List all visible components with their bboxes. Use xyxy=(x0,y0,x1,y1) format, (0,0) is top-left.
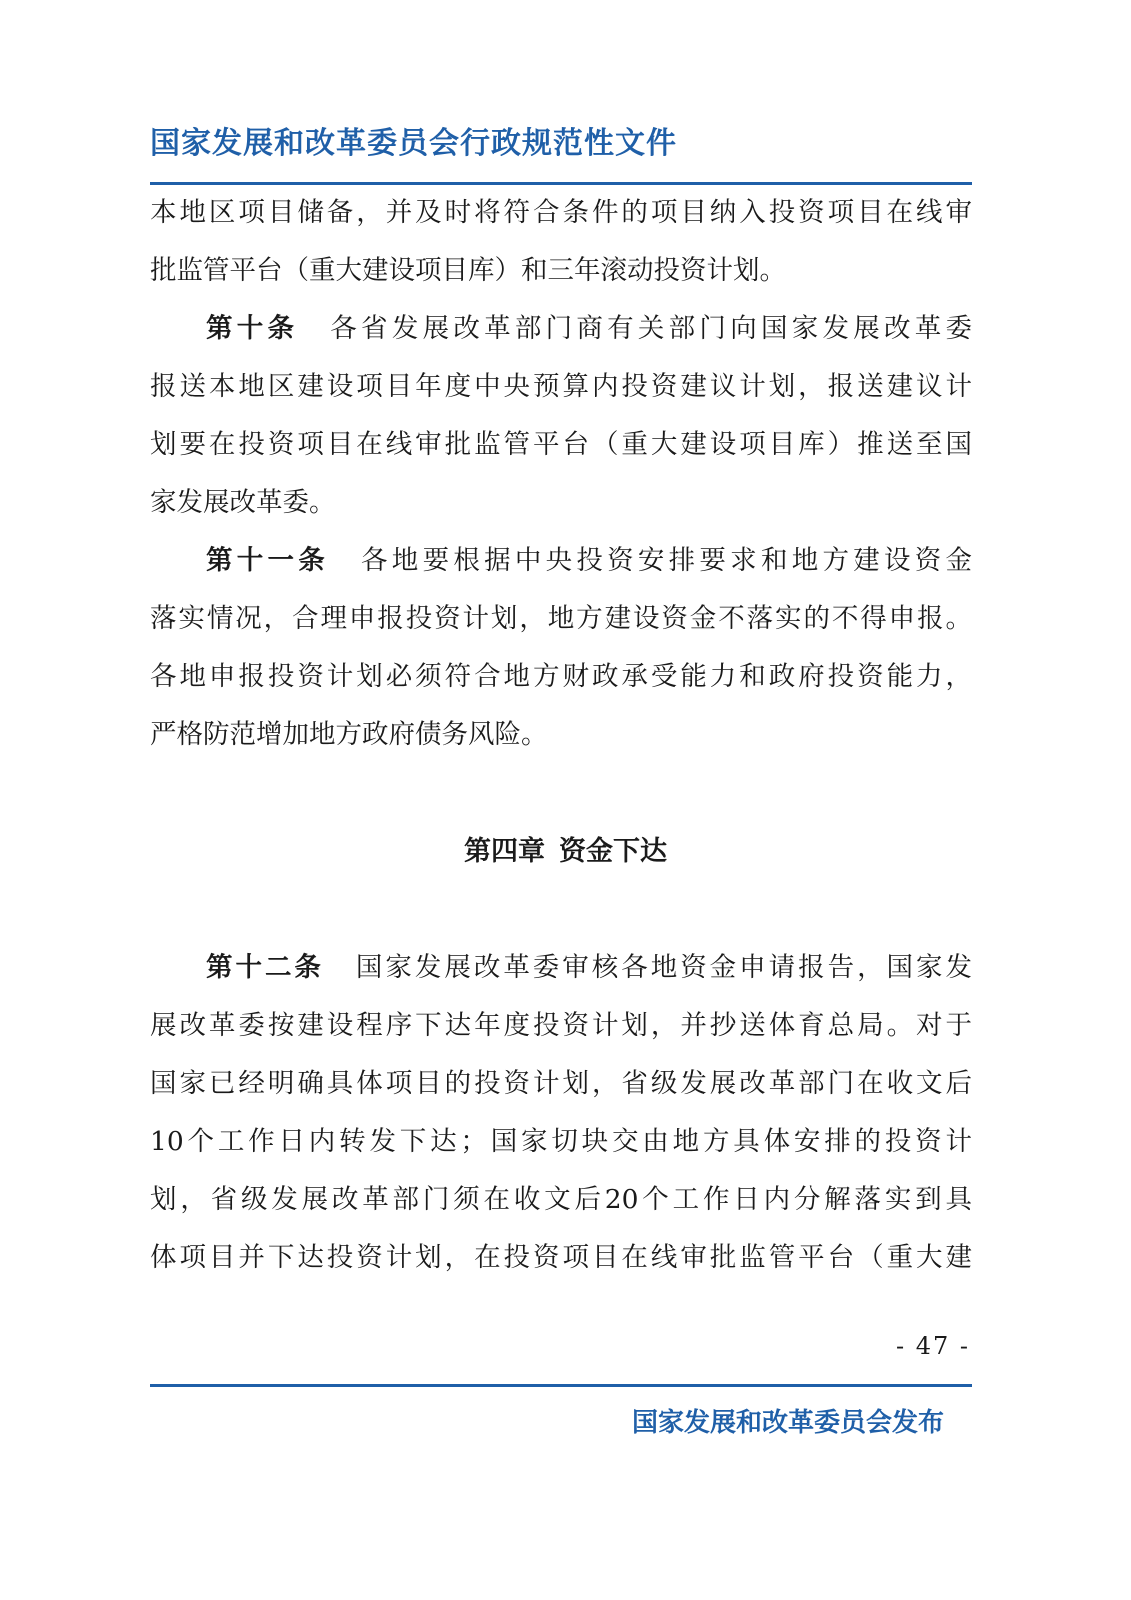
footer-divider xyxy=(150,1384,972,1387)
page-number: - 47 - xyxy=(895,1332,970,1360)
body-line: 各地申报投资计划必须符合地方财政承受能力和政府投资能力， xyxy=(150,661,972,692)
page-header-title: 国家发展和改革委员会行政规范性文件 xyxy=(150,126,677,161)
body-line: 10个工作日内转发下达；国家切块交由地方具体安排的投资计 xyxy=(150,1126,972,1157)
body-line: 家发展改革委。 xyxy=(150,487,336,518)
body-line: 落实情况，合理申报投资计划，地方建设资金不落实的不得申报。 xyxy=(150,603,972,634)
body-line: 本地区项目储备，并及时将符合条件的项目纳入投资项目在线审 xyxy=(150,197,972,228)
article-12-first-line xyxy=(206,948,972,988)
body-line: 体项目并下达投资计划，在投资项目在线审批监管平台（重大建 xyxy=(150,1242,972,1273)
article-12-heading: 第十二条 xyxy=(206,952,324,983)
body-line: 严格防范增加地方政府债务风险。 xyxy=(150,719,548,750)
footer-publisher: 国家发展和改革委员会发布 xyxy=(632,1408,945,1438)
header-divider xyxy=(150,182,972,185)
chapter-heading xyxy=(0,832,1131,872)
article-10-heading: 第十条 xyxy=(206,313,299,344)
chapter-title: 资金下达 xyxy=(559,836,667,867)
body-line: 划，省级发展改革部门须在收文后20个工作日内分解落实到具 xyxy=(150,1184,972,1215)
body-line: 划要在投资项目在线审批监管平台（重大建设项目库）推送至国 xyxy=(150,429,972,460)
body-line: 各地要根据中央投资安排要求和地方建设资金 xyxy=(361,545,973,576)
body-line: 国家发展改革委审核各地资金申请报告，国家发 xyxy=(355,952,973,983)
body-line: 各省发展改革部门商有关部门向国家发展改革委 xyxy=(330,313,973,344)
article-11-first-line xyxy=(206,541,972,581)
body-line: 批监管平台（重大建设项目库）和三年滚动投资计划。 xyxy=(150,255,786,286)
chapter-number: 第四章 xyxy=(464,836,545,867)
body-line: 展改革委按建设程序下达年度投资计划，并抄送体育总局。对于 xyxy=(150,1010,972,1041)
body-line: 国家已经明确具体项目的投资计划，省级发展改革部门在收文后 xyxy=(150,1068,972,1099)
article-11-heading: 第十一条 xyxy=(206,545,330,576)
body-line: 报送本地区建设项目年度中央预算内投资建议计划，报送建议计 xyxy=(150,371,972,402)
article-10-first-line xyxy=(206,309,972,349)
